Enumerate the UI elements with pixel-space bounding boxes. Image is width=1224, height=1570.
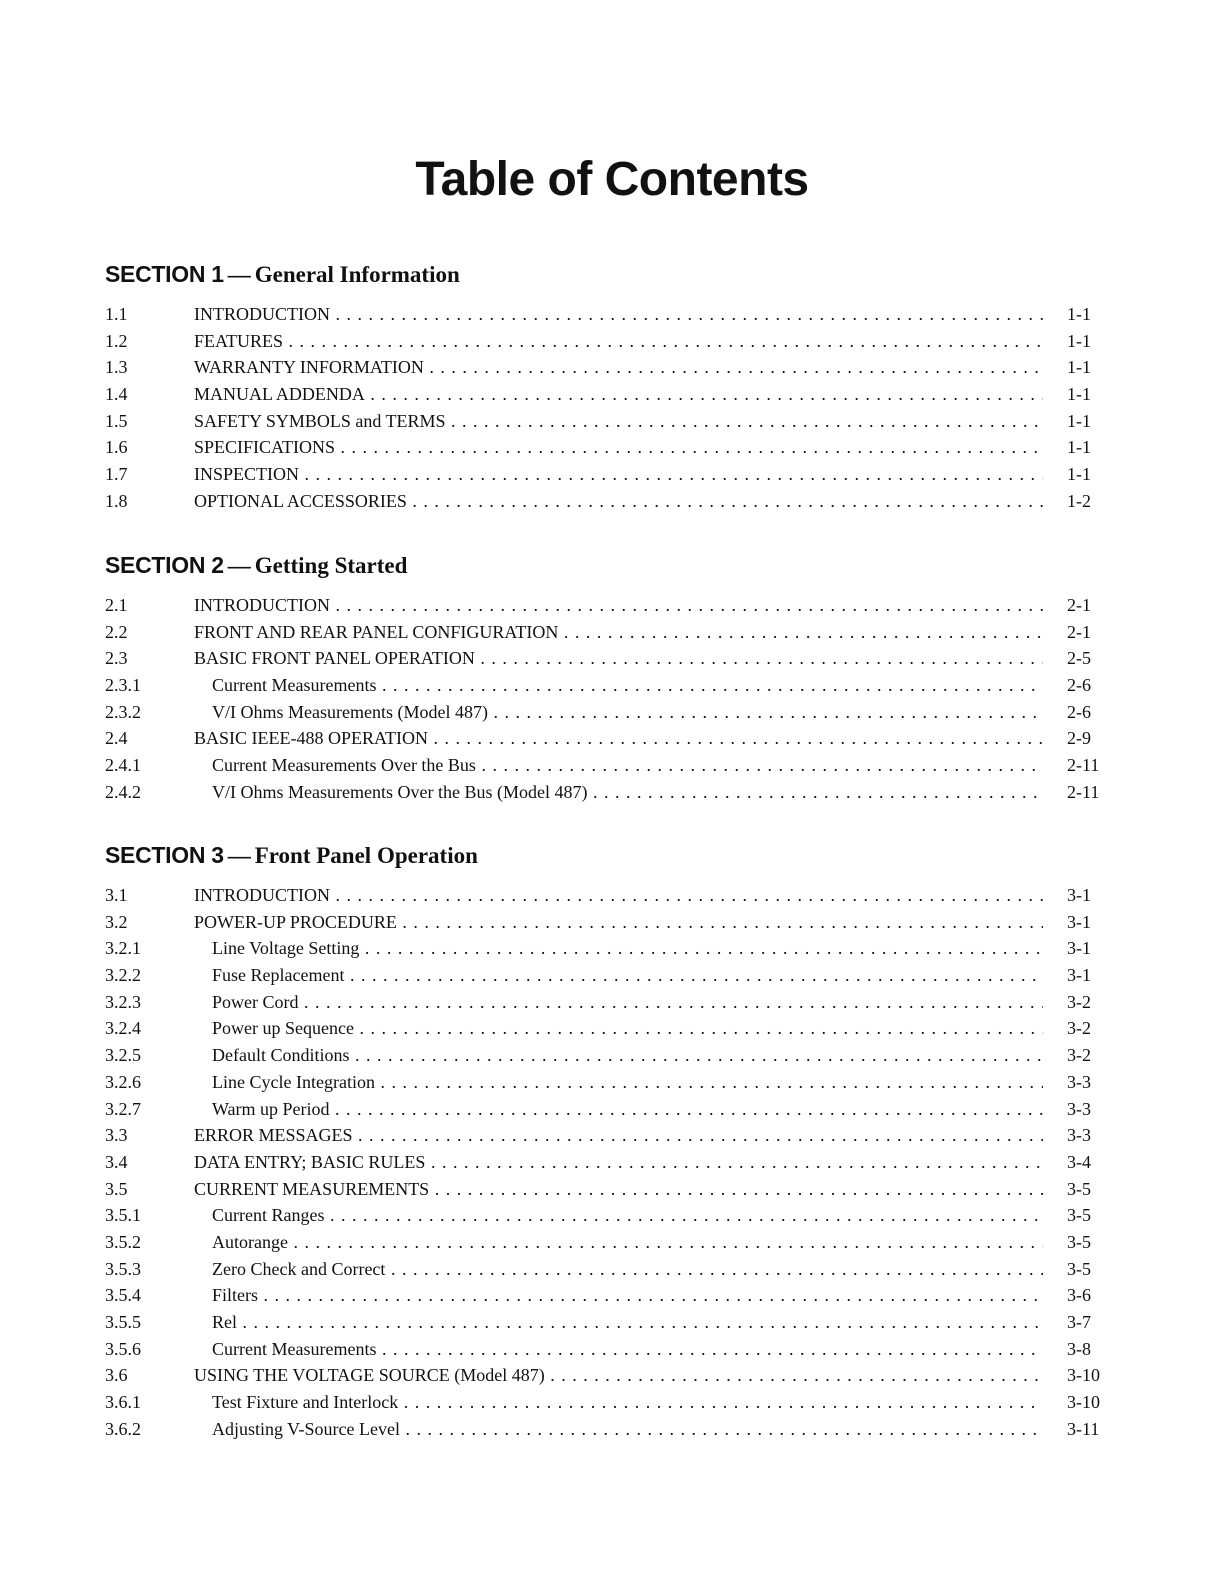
toc-entry xyxy=(105,1096,1105,1123)
toc-entry-title: Filters . . . xyxy=(212,1285,1043,1305)
toc-entry xyxy=(105,672,1105,699)
toc-entry-page: 2-11 xyxy=(1067,755,1100,776)
toc-entry-page: 2-6 xyxy=(1067,675,1091,696)
section-3 xyxy=(105,839,1105,1442)
toc-entry-title: CURRENT MEASUREMENTS . . . xyxy=(194,1179,1043,1199)
toc-entry-title-with-leader xyxy=(194,328,1043,355)
toc-entry-page: 3-2 xyxy=(1067,991,1091,1012)
toc-entry-title: Fuse Replacement . . . xyxy=(212,965,1043,985)
section-separator: — xyxy=(227,262,251,287)
toc-entry-page: 2-6 xyxy=(1067,701,1091,722)
toc-entry-number: 3.2.6 xyxy=(105,1071,141,1092)
toc-entry-title: SAFETY SYMBOLS and TERMS . . . xyxy=(194,411,1043,431)
toc-entry-number: 3.2.2 xyxy=(105,965,141,986)
toc-entry-page: 3-1 xyxy=(1067,885,1091,905)
toc-entry xyxy=(105,461,1105,488)
toc-entry-title: OPTIONAL ACCESSORIES . . . xyxy=(194,491,1043,511)
toc-entry xyxy=(105,381,1105,408)
toc-entry-title: FRONT AND REAR PANEL CONFIGURATION . . . xyxy=(194,622,1043,642)
toc-entry-title-with-leader xyxy=(194,909,1043,936)
toc-entry-page: 1-1 xyxy=(1067,464,1091,485)
toc-entry xyxy=(105,1389,1105,1416)
toc-entry-title: Line Cycle Integration . . . xyxy=(212,1072,1043,1092)
section-title: Front Panel Operation xyxy=(254,843,478,868)
toc-entry-page: 1-1 xyxy=(1067,304,1091,324)
toc-entry xyxy=(105,301,1105,328)
toc-entry-page: 3-2 xyxy=(1067,1018,1091,1039)
toc-entry xyxy=(105,1282,1105,1309)
toc-entry-title: Adjusting V-Source Level . . . xyxy=(212,1419,1043,1439)
toc-entry xyxy=(105,619,1105,646)
toc-entry-title: USING THE VOLTAGE SOURCE (Model 487) . . . xyxy=(194,1365,1043,1385)
toc-entry-title-with-leader xyxy=(194,725,1043,752)
section-1 xyxy=(105,258,1105,515)
toc-entry xyxy=(105,935,1105,962)
toc-entry-title-with-leader xyxy=(194,1176,1043,1203)
toc-entry-title: Current Measurements Over the Bus . . . xyxy=(212,755,1043,775)
section-2 xyxy=(105,549,1105,806)
toc-entry-page: 3-6 xyxy=(1067,1285,1091,1306)
toc-entry-number: 3.2.3 xyxy=(105,991,141,1012)
toc-entry-page: 2-11 xyxy=(1067,781,1100,802)
section-separator: — xyxy=(227,553,251,578)
toc-entry-page: 3-1 xyxy=(1067,965,1091,986)
toc-entry-title-with-leader xyxy=(212,1256,1043,1283)
toc-entry-title-with-leader xyxy=(194,645,1043,672)
toc-entry-number: 2.3 xyxy=(105,648,128,669)
toc-entry-title: DATA ENTRY; BASIC RULES . . . xyxy=(194,1152,1043,1172)
toc-entry-number: 3.6.1 xyxy=(105,1392,141,1413)
toc-entry-title: Current Measurements . . . xyxy=(212,675,1043,695)
toc-list xyxy=(105,301,1105,515)
toc-entry-title: Default Conditions . . . xyxy=(212,1045,1043,1065)
toc-entry-title: Power up Sequence . . . xyxy=(212,1018,1043,1038)
toc-entry-number: 3.2.4 xyxy=(105,1018,141,1039)
toc-entry-page: 1-2 xyxy=(1067,490,1091,511)
toc-entry-title: WARRANTY INFORMATION . . . xyxy=(194,357,1043,377)
toc-entry-title-with-leader xyxy=(212,1202,1043,1229)
toc-entry-title: MANUAL ADDENDA . . . xyxy=(194,384,1043,404)
toc-entry-number: 3.3 xyxy=(105,1125,128,1146)
toc-entry-page: 3-5 xyxy=(1067,1178,1091,1199)
toc-entry xyxy=(105,1229,1105,1256)
toc-entry-title-with-leader xyxy=(194,488,1043,515)
toc-entry-title-with-leader xyxy=(212,1015,1043,1042)
toc-entry-page: 3-2 xyxy=(1067,1045,1091,1066)
toc-entry-number: 3.2.1 xyxy=(105,938,141,959)
toc-entry-title-with-leader xyxy=(212,672,1043,699)
toc-entry xyxy=(105,699,1105,726)
toc-entry-title: Zero Check and Correct . . . xyxy=(212,1259,1043,1279)
toc-entry-number: 3.5 xyxy=(105,1178,128,1199)
toc-entry-title-with-leader xyxy=(194,408,1043,435)
toc-entry-number: 2.3.2 xyxy=(105,701,141,722)
toc-entry-number: 2.4.1 xyxy=(105,755,141,776)
toc-entry-page: 3-3 xyxy=(1067,1071,1091,1092)
section-label: SECTION 1 xyxy=(105,261,224,287)
toc-entry xyxy=(105,882,1105,909)
toc-entry xyxy=(105,592,1105,619)
toc-entry-number: 3.6 xyxy=(105,1365,128,1386)
toc-entry-title-with-leader xyxy=(194,592,1043,619)
toc-entry-number: 2.2 xyxy=(105,621,128,642)
toc-entry xyxy=(105,1309,1105,1336)
toc-entry-title-with-leader xyxy=(194,1362,1043,1389)
toc-entry-number: 1.6 xyxy=(105,437,128,458)
toc-entry-page: 3-5 xyxy=(1067,1205,1091,1226)
toc-entry-number: 3.2.5 xyxy=(105,1045,141,1066)
toc-entry-page: 3-5 xyxy=(1067,1258,1091,1279)
toc-entry-title: Test Fixture and Interlock . . . xyxy=(212,1392,1043,1412)
toc-entry-page: 2-1 xyxy=(1067,595,1091,615)
toc-entry-title: ERROR MESSAGES . . . xyxy=(194,1125,1043,1145)
toc-entry-title-with-leader xyxy=(212,1096,1043,1123)
toc-entry-page: 1-1 xyxy=(1067,330,1091,351)
section-heading xyxy=(105,839,1105,871)
toc-entry-title-with-leader xyxy=(194,381,1043,408)
toc-entry-title-with-leader xyxy=(212,935,1043,962)
toc-entry-title-with-leader xyxy=(194,301,1043,328)
toc-entry-title-with-leader xyxy=(212,752,1043,779)
toc-entry-page: 3-7 xyxy=(1067,1312,1091,1332)
toc-entry-number: 3.2.7 xyxy=(105,1098,141,1119)
section-label: SECTION 3 xyxy=(105,842,224,868)
toc-entry-number: 3.5.4 xyxy=(105,1285,141,1306)
toc-entry xyxy=(105,962,1105,989)
toc-entry-title-with-leader xyxy=(194,461,1043,488)
toc-entry-title: V/I Ohms Measurements Over the Bus (Model 487) . . . xyxy=(212,782,1043,802)
toc-list xyxy=(105,592,1105,806)
toc-entry xyxy=(105,354,1105,381)
toc-entry-number: 2.4.2 xyxy=(105,781,141,802)
toc-entry-title: BASIC IEEE-488 OPERATION . . . xyxy=(194,728,1043,748)
toc-entry-title-with-leader xyxy=(194,882,1043,909)
section-label: SECTION 2 xyxy=(105,552,224,578)
toc-entry-title: V/I Ohms Measurements (Model 487) . . . xyxy=(212,702,1043,722)
toc-entry xyxy=(105,328,1105,355)
toc-entry-title-with-leader xyxy=(194,354,1043,381)
toc-entry-title-with-leader xyxy=(194,619,1043,646)
toc-entry-number: 1.3 xyxy=(105,357,128,378)
toc-entry-title: INTRODUCTION . . . xyxy=(194,304,1043,324)
toc-entry-page: 2-9 xyxy=(1067,728,1091,749)
toc-entry xyxy=(105,1122,1105,1149)
toc-entry-title-with-leader xyxy=(194,1122,1043,1149)
toc-entry-title-with-leader xyxy=(212,989,1043,1016)
toc-entry-number: 2.4 xyxy=(105,728,128,749)
page-title: Table of Contents xyxy=(415,153,809,206)
toc-entry-title-with-leader xyxy=(212,1069,1043,1096)
toc-entry-title: INTRODUCTION . . . xyxy=(194,885,1043,905)
section-title: Getting Started xyxy=(254,553,408,578)
toc-entry xyxy=(105,1069,1105,1096)
toc-entry xyxy=(105,1256,1105,1283)
toc-entry xyxy=(105,752,1105,779)
toc-entry xyxy=(105,1336,1105,1363)
toc-entry-number: 3.2 xyxy=(105,911,128,932)
section-separator: — xyxy=(227,843,251,868)
toc-entry-title: INTRODUCTION . . . xyxy=(194,595,1043,615)
toc-entry-number: 1.2 xyxy=(105,330,128,351)
toc-entry-number: 3.5.5 xyxy=(105,1312,141,1332)
toc-entry-page: 3-1 xyxy=(1067,911,1091,932)
toc-entry-page: 1-1 xyxy=(1067,410,1091,431)
toc-entry-number: 1.8 xyxy=(105,490,128,511)
toc-entry xyxy=(105,434,1105,461)
toc-entry-title-with-leader xyxy=(212,1229,1043,1256)
toc-entry-title: Warm up Period . . . xyxy=(212,1099,1043,1119)
toc-entry-number: 3.5.3 xyxy=(105,1258,141,1279)
toc-entry-title: Current Ranges . . . xyxy=(212,1205,1043,1225)
toc-entry-title-with-leader xyxy=(194,1149,1043,1176)
toc-entry-page: 3-11 xyxy=(1067,1418,1100,1439)
toc-entry-number: 3.5.2 xyxy=(105,1231,141,1252)
toc-entry-number: 2.1 xyxy=(105,595,128,615)
toc-entry xyxy=(105,1015,1105,1042)
toc-entry-page: 3-3 xyxy=(1067,1125,1091,1146)
toc-entry xyxy=(105,1202,1105,1229)
toc-entry-title-with-leader xyxy=(212,779,1043,806)
toc-entry-title: Current Measurements . . . xyxy=(212,1339,1043,1359)
toc-entry xyxy=(105,725,1105,752)
toc-entry-number: 3.4 xyxy=(105,1151,128,1172)
toc-entry-page: 3-10 xyxy=(1067,1365,1100,1386)
toc-entry-number: 1.1 xyxy=(105,304,128,324)
toc-entry-number: 1.4 xyxy=(105,384,128,405)
toc-entry-title: Autorange . . . xyxy=(212,1232,1043,1252)
toc-list xyxy=(105,882,1105,1442)
section-title: General Information xyxy=(254,262,460,287)
toc-entry-number: 3.6.2 xyxy=(105,1418,141,1439)
toc-entry-page: 3-10 xyxy=(1067,1392,1100,1413)
section-heading xyxy=(105,549,1105,581)
toc-entry xyxy=(105,1176,1105,1203)
toc-entry-title: Line Voltage Setting . . . xyxy=(212,938,1043,958)
toc-entry-number: 3.1 xyxy=(105,885,128,905)
toc-entry-title: FEATURES . . . xyxy=(194,331,1043,351)
toc-entry-title: INSPECTION . . . xyxy=(194,464,1043,484)
toc-entry xyxy=(105,1362,1105,1389)
toc-entry-page: 2-1 xyxy=(1067,621,1091,642)
toc-entry xyxy=(105,909,1105,936)
toc-entry-title-with-leader xyxy=(194,434,1043,461)
toc-entry xyxy=(105,1149,1105,1176)
toc-entry-title: SPECIFICATIONS . . . xyxy=(194,437,1043,457)
toc-entry-title: POWER-UP PROCEDURE . . . xyxy=(194,912,1043,932)
toc-entry xyxy=(105,488,1105,515)
toc-entry-number: 1.7 xyxy=(105,464,128,485)
toc-entry-title-with-leader xyxy=(212,962,1043,989)
toc-entry xyxy=(105,408,1105,435)
toc-entry-page: 3-1 xyxy=(1067,938,1091,959)
toc-entry-page: 3-8 xyxy=(1067,1338,1091,1359)
toc-entry-page: 3-3 xyxy=(1067,1098,1091,1119)
toc-entry-title-with-leader xyxy=(212,699,1043,726)
toc-entry-title-with-leader xyxy=(212,1389,1043,1416)
toc-entry-number: 3.5.1 xyxy=(105,1205,141,1226)
toc-entry-page: 1-1 xyxy=(1067,384,1091,405)
toc-entry-number: 2.3.1 xyxy=(105,675,141,696)
toc-entry xyxy=(105,1416,1105,1443)
toc-entry-page: 2-5 xyxy=(1067,648,1091,669)
toc-entry-page: 1-1 xyxy=(1067,437,1091,458)
toc-entry-title-with-leader xyxy=(212,1416,1043,1443)
section-heading xyxy=(105,258,1105,290)
toc-entry-title-with-leader xyxy=(212,1309,1043,1336)
toc-entry-page: 3-4 xyxy=(1067,1151,1091,1172)
toc-entry xyxy=(105,779,1105,806)
toc-entry-title-with-leader xyxy=(212,1282,1043,1309)
toc-entry-title-with-leader xyxy=(212,1042,1043,1069)
toc-entry xyxy=(105,989,1105,1016)
toc-entry-page: 3-5 xyxy=(1067,1231,1091,1252)
toc-entry xyxy=(105,1042,1105,1069)
toc-entry xyxy=(105,645,1105,672)
toc-entry-page: 1-1 xyxy=(1067,357,1091,378)
toc-entry-number: 3.5.6 xyxy=(105,1338,141,1359)
toc-entry-title: BASIC FRONT PANEL OPERATION . . . xyxy=(194,648,1043,668)
toc-entry-number: 1.5 xyxy=(105,410,128,431)
toc-entry-title: Power Cord . . . xyxy=(212,992,1043,1012)
toc-entry-title: Rel . . . xyxy=(212,1312,1043,1332)
toc-entry-title-with-leader xyxy=(212,1336,1043,1363)
